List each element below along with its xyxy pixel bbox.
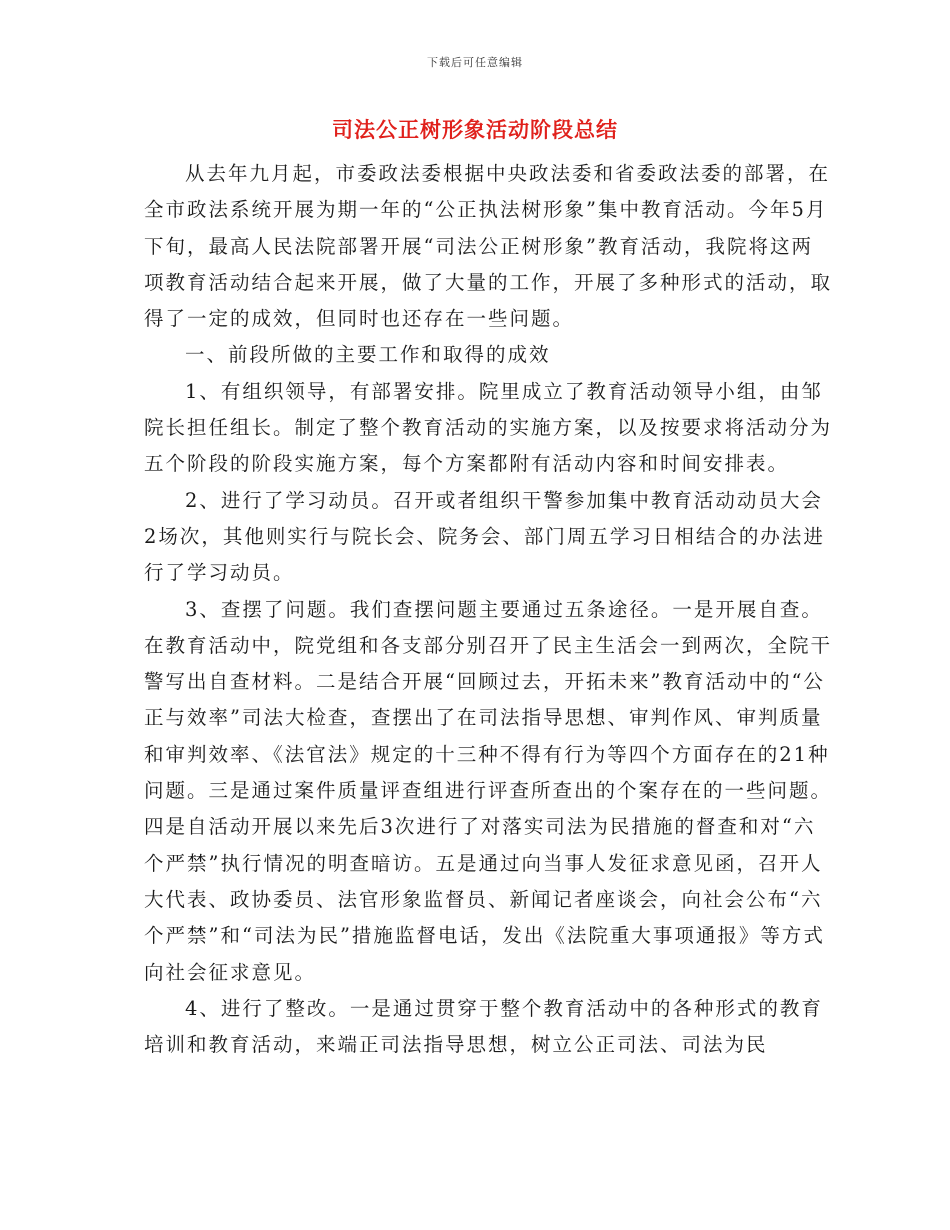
- paragraph-item-2: 2、进行了学习动员。召开或者组织干警参加集中教育活动动员大会2场次，其他则实行与院长会、院务会、部门周五学习日相结合的办法进行了学习动员。: [144, 488, 825, 585]
- paragraph-item-1: 1、有组织领导，有部署安排。院里成立了教育活动领导小组，由邹院长担任组长。制定了整个教育活动的实施方案，以及按要求将活动分为五个阶段的阶段实施方案，每个方案都附有活动内容和时间安排表。: [144, 379, 833, 476]
- header-note: 下载后可任意编辑: [427, 56, 523, 69]
- document-title: 司法公正树形象活动阶段总结: [332, 117, 618, 142]
- paragraph-intro: 从去年九月起，市委政法委根据中央政法委和省委政法委的部署，在全市政法系统开展为期一年的“公正执法树形象”集中教育活动。今年5月下旬，最高人民法院部署开展“司法公正树形象”教育活动，我院将这两项教育活动结合起来开展，做了大量的工作，开展了多种形式的活动，取得了一定的成效，但同时也还存在一些问题。: [144, 162, 833, 331]
- section-heading: 一、前段所做的主要工作和取得的成效: [185, 343, 551, 367]
- document-body: [144, 156, 834, 1063]
- paragraph-item-4: 4、进行了整改。一是通过贯穿于整个教育活动中的各种形式的教育培训和教育活动，来端正司法指导思想，树立公正司法、司法为民: [144, 996, 823, 1057]
- paragraph-item-3: 3、查摆了问题。我们查摆问题主要通过五条途径。一是开展自查。在教育活动中，院党组和各支部分别召开了民主生活会一到两次，全院干警写出自查材料。二是结合开展“回顾过去，开拓未来”教育活动中的“公正与效率”司法大检查，查摆出了在司法指导思想、审判作风、审判质量和审判效率、《法官法》规定的十三种不得有行为等四个方面存在的21种问题。三是通过案件质量评查组进行评查所查出的个案存在的一些问题。四是自活动开展以来先后3次进行了对落实司法为民措施的督查和对“六个严禁”执行情况的明查暗访。五是通过向当事人发征求意见函，召开人大代表、政协委员、法官形象监督员、新闻记者座谈会，向社会公布“六个严禁”和“司法为民”措施监督电话，发出《法院重大事项通报》等方式向社会征求意见。: [144, 597, 833, 984]
